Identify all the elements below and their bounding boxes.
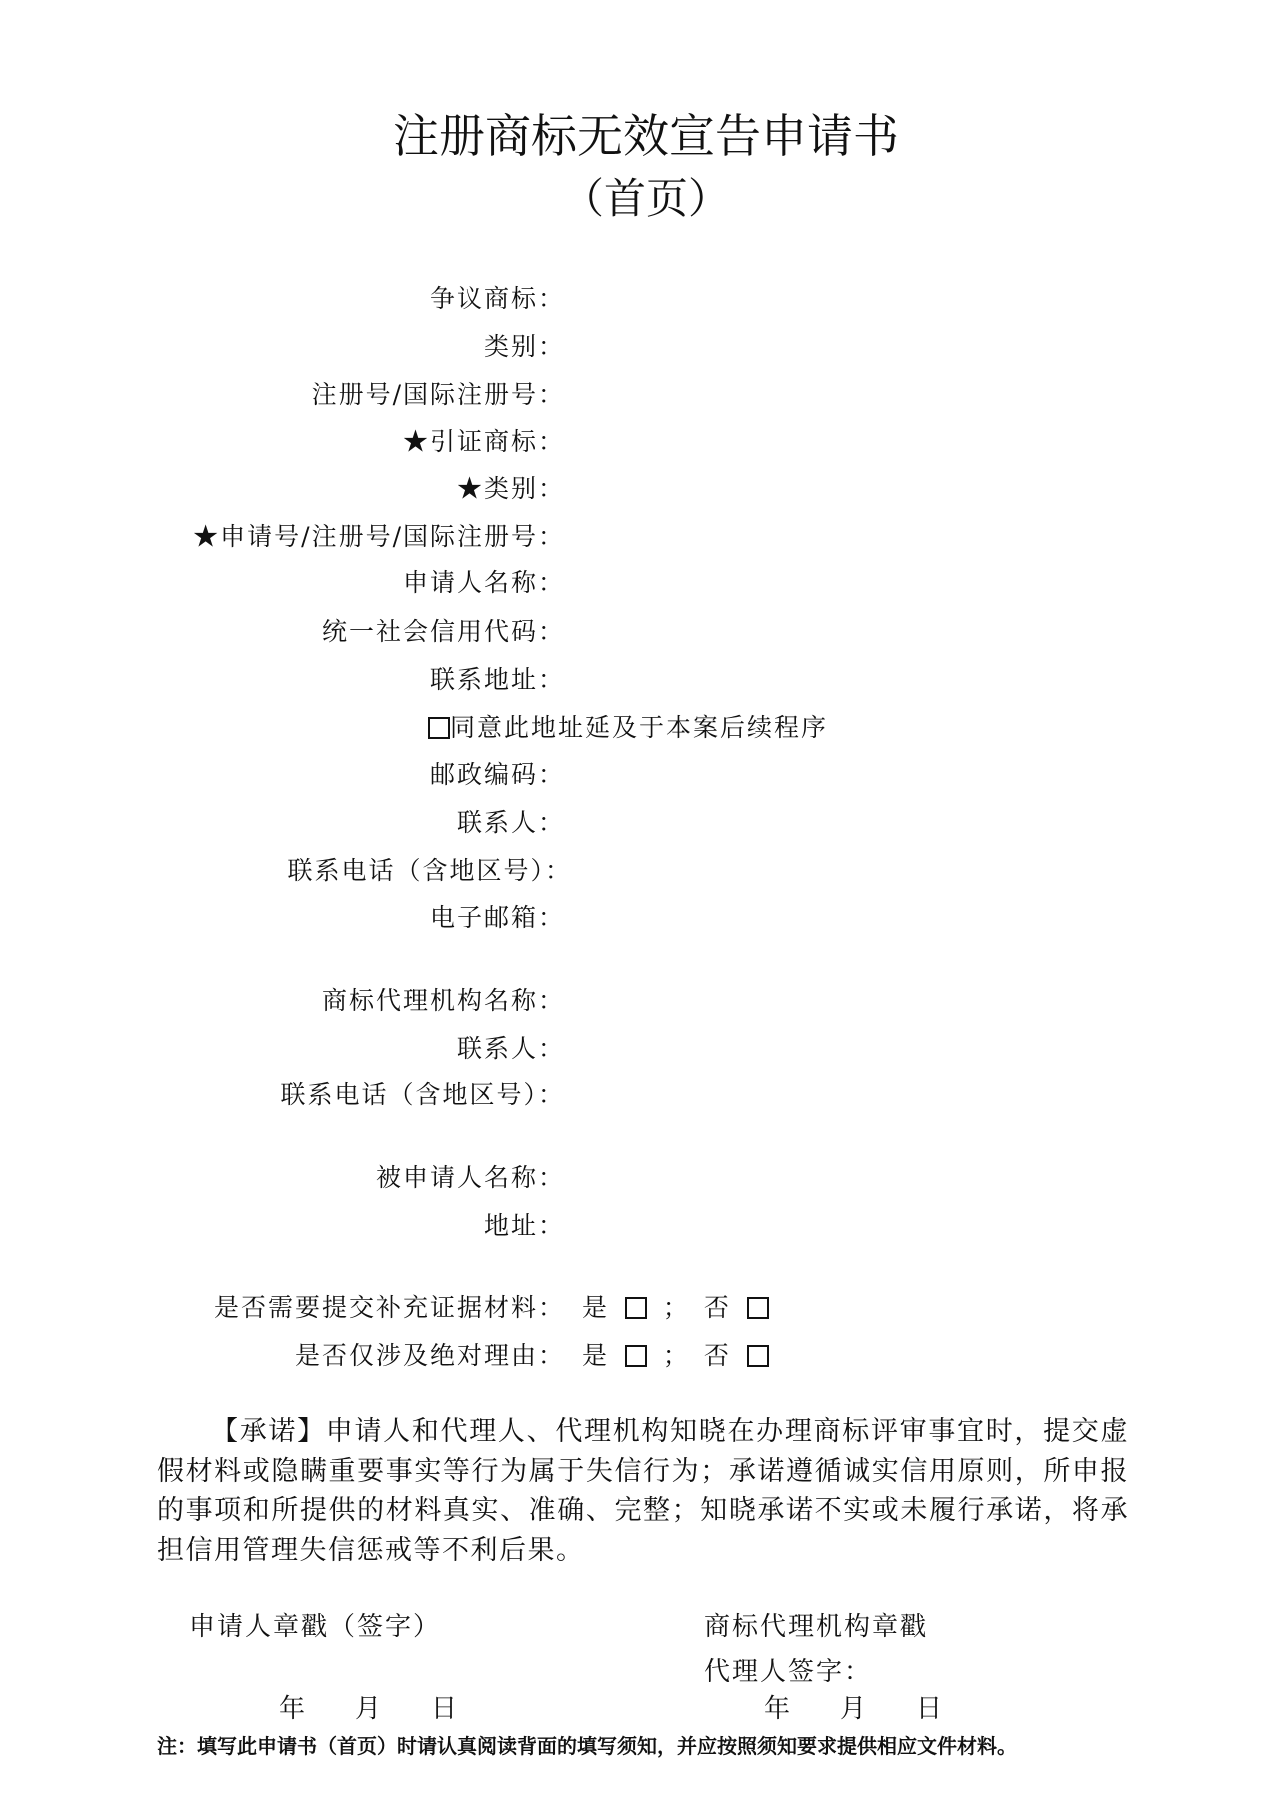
field-reg-number: 注册号/国际注册号： (311, 380, 565, 409)
checkbox-icon[interactable] (428, 717, 450, 739)
field-cited-mark: ★引证商标： (402, 427, 565, 456)
field-address: 联系地址： (429, 665, 565, 694)
applicant-seal-label: 申请人章戳（签字） (189, 1612, 442, 1642)
field-class: 类别： (483, 332, 565, 361)
question-absolute-options (582, 1341, 769, 1371)
separator: ； (662, 1293, 688, 1322)
address-consent-checkbox[interactable] (428, 713, 828, 743)
field-respondent-address: 地址： (483, 1211, 565, 1240)
no-checkbox[interactable] (747, 1297, 769, 1319)
no-label: 否 (703, 1341, 729, 1370)
applicant-date-month: 月 (355, 1694, 384, 1724)
field-postcode: 邮政编码： (429, 760, 565, 789)
field-credit-code: 统一社会信用代码： (321, 617, 565, 646)
document-subtitle: （首页） (561, 174, 730, 223)
yes-checkbox[interactable] (625, 1297, 647, 1319)
field-agency-phone: 联系电话（含地区号）： (280, 1080, 565, 1109)
question-supplementary-options (582, 1293, 769, 1323)
field-contact: 联系人： (456, 808, 565, 837)
yes-label: 是 (582, 1293, 608, 1322)
question-supplementary-evidence: 是否需要提交补充证据材料： (213, 1293, 565, 1322)
agent-signature-label: 代理人签字： (704, 1657, 873, 1687)
field-agency-contact: 联系人： (456, 1034, 565, 1063)
yes-label: 是 (582, 1341, 608, 1370)
no-checkbox[interactable] (747, 1345, 769, 1367)
field-email: 电子邮箱： (429, 903, 565, 932)
field-cited-class: ★类别： (456, 474, 565, 503)
footer-note: 注：填写此申请书（首页）时请认真阅读背面的填写须知，并应按照须知要求提供相应文件材料。 (157, 1734, 1017, 1758)
agency-date-year: 年 (764, 1694, 793, 1724)
agency-seal-label: 商标代理机构章戳 (704, 1612, 929, 1642)
field-applicant-name: 申请人名称： (402, 568, 565, 597)
separator: ； (662, 1341, 688, 1370)
field-phone: 联系电话（含地区号）： (287, 856, 572, 885)
address-consent-label: 同意此地址延及于本案后续程序 (450, 713, 829, 742)
agency-date-month: 月 (840, 1694, 869, 1724)
applicant-date-day: 日 (431, 1694, 460, 1724)
yes-checkbox[interactable] (625, 1345, 647, 1367)
document-title: 注册商标无效宣告申请书 (393, 109, 899, 163)
field-agency-name: 商标代理机构名称： (321, 986, 565, 1015)
no-label: 否 (703, 1293, 729, 1322)
promise-paragraph: 【承诺】申请人和代理人、代理机构知晓在办理商标评审事宜时，提交虚假材料或隐瞒重要事实等行为属于失信行为；承诺遵循诚实信用原则，所申报的事项和所提供的材料真实、准确、完整；知晓承诺不实或未履行承诺，将承担信用管理失信惩戒等不利后果。 (157, 1416, 1129, 1566)
agency-date-day: 日 (916, 1694, 945, 1724)
applicant-date-year: 年 (279, 1694, 308, 1724)
field-cited-number: ★申请号/注册号/国际注册号： (193, 522, 565, 551)
field-disputed-mark: 争议商标： (429, 284, 565, 313)
field-respondent-name: 被申请人名称： (375, 1163, 565, 1192)
question-absolute-grounds: 是否仅涉及绝对理由： (294, 1341, 565, 1370)
